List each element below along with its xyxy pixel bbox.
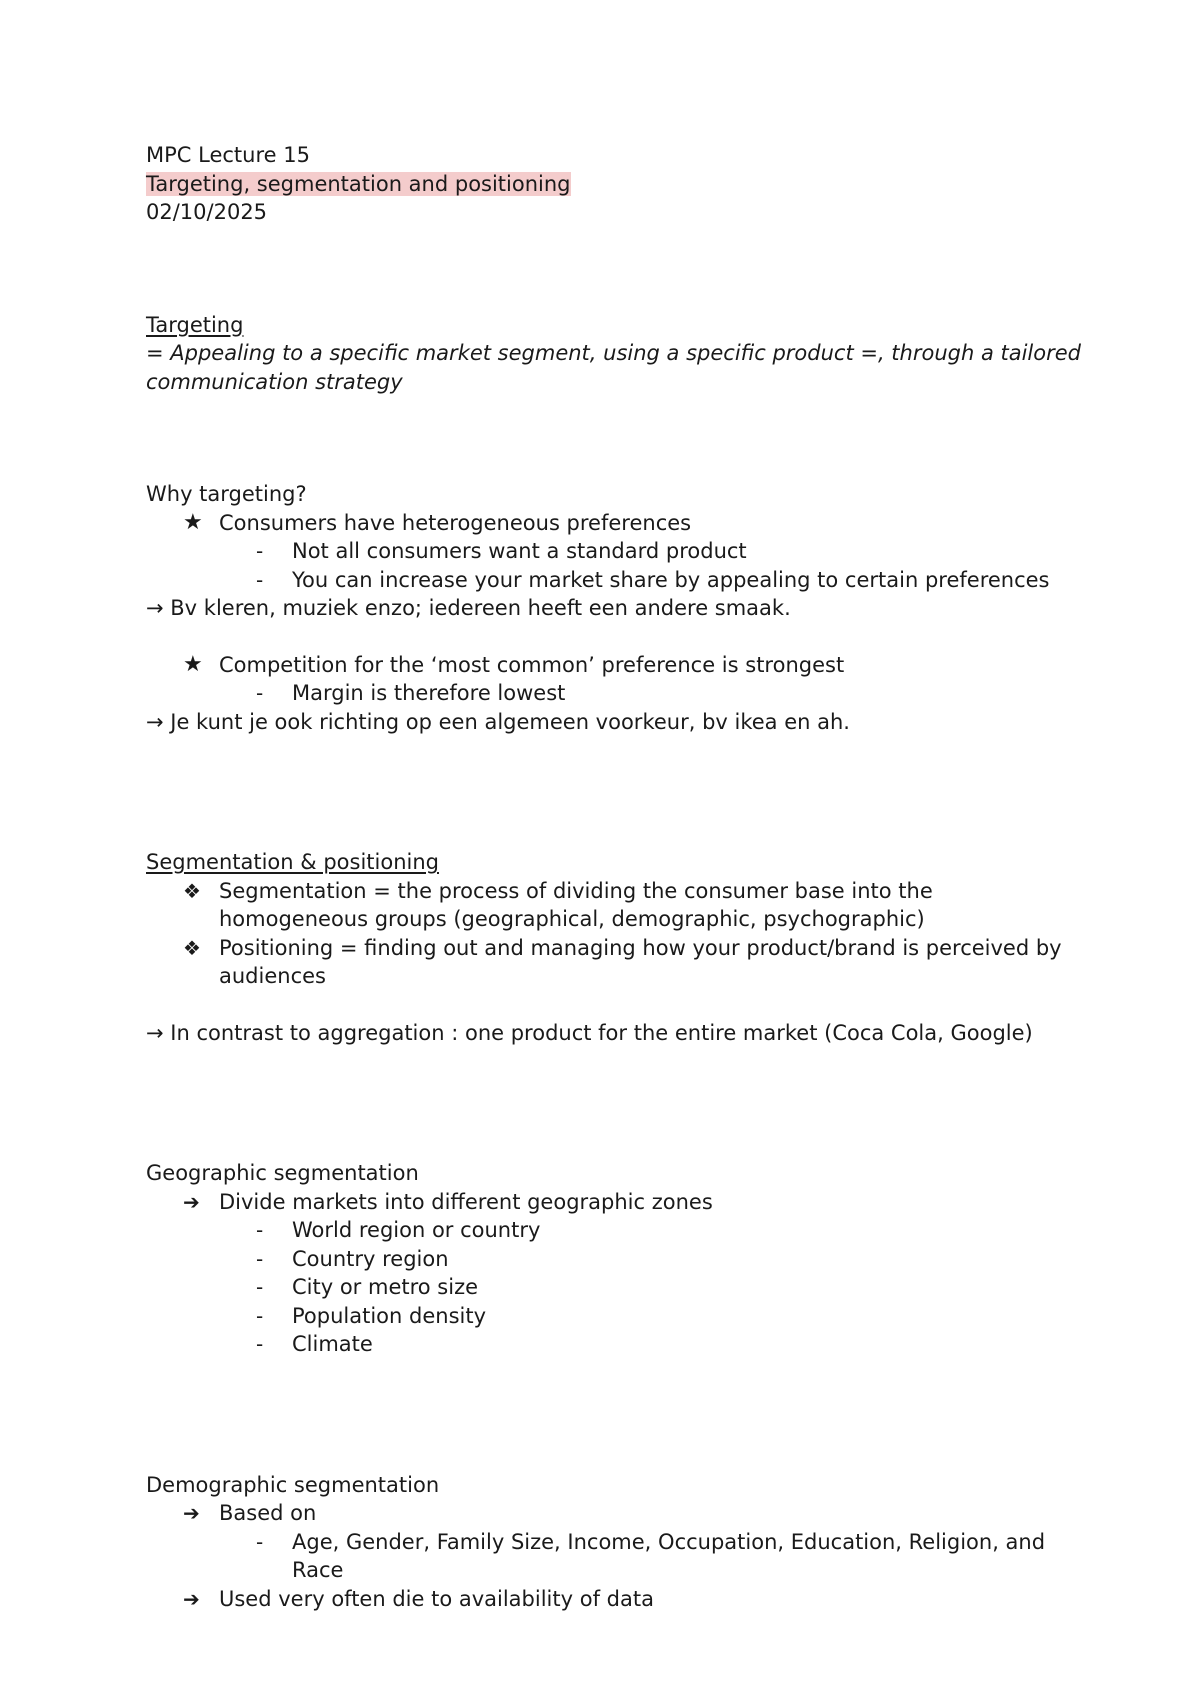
list-item <box>146 1585 1086 1614</box>
list-item <box>146 566 1086 595</box>
dash-bullet-icon: - <box>256 1246 264 1271</box>
list-item-text: Divide markets into different geographic zones <box>219 1189 713 1214</box>
document-body <box>146 141 1086 1613</box>
lecture-topic-highlighted: Targeting, segmentation and positioning <box>146 171 571 196</box>
list-item <box>146 1188 1086 1217</box>
dash-bullet-icon: - <box>256 1275 264 1299</box>
heading-targeting: Targeting <box>146 312 244 337</box>
list-item <box>146 1330 1086 1359</box>
dash-bullet-icon: - <box>256 1529 264 1554</box>
star-bullet-icon: ★ <box>183 509 203 535</box>
list-item-text: World region or country <box>292 1218 541 1242</box>
arrow-bullet-icon: ➔ <box>183 1501 200 1525</box>
list-item <box>146 651 1086 680</box>
list-item-text: Consumers have heterogeneous preferences <box>219 510 692 535</box>
list-item-text: Age, Gender, Family Size, Income, Occupation, Education, Religion, and Race <box>292 1529 1046 1582</box>
arrow-bullet-icon: ➔ <box>183 1189 200 1214</box>
list-item <box>146 1216 1086 1245</box>
list-item-text: Not all consumers want a standard product <box>292 539 747 563</box>
list-item <box>146 934 1086 991</box>
list-item <box>146 1302 1086 1331</box>
list-item-text: Used very often die to availability of data <box>219 1586 654 1611</box>
list-item-text: Climate <box>292 1332 373 1356</box>
list-item-text: Competition for the ‘most common’ preference is strongest <box>219 652 845 677</box>
list-item <box>146 1245 1086 1274</box>
list-item-text: City or metro size <box>292 1275 479 1299</box>
dash-bullet-icon: - <box>256 1332 264 1356</box>
dash-bullet-icon: - <box>256 539 264 563</box>
list-item-text: Positioning = finding out and managing how your product/brand is perceived by audiences <box>219 935 1062 988</box>
list-item <box>146 537 1086 566</box>
dash-bullet-icon: - <box>256 567 264 592</box>
list-item <box>146 1273 1086 1302</box>
targeting-definition: = Appealing to a specific market segment, using a specific product =, through a tailored communication strategy <box>146 341 1081 394</box>
star-bullet-icon: ★ <box>183 651 203 677</box>
list-item-text: Country region <box>292 1246 449 1271</box>
note-arrow-text: → Bv kleren, muziek enzo; iedereen heeft een andere smaak. <box>146 596 791 620</box>
arrow-bullet-icon: ➔ <box>183 1586 200 1611</box>
list-item-text: Based on <box>219 1501 317 1525</box>
dash-bullet-icon: - <box>256 1218 264 1242</box>
lecture-date: 02/10/2025 <box>146 200 268 224</box>
list-item-text: You can increase your market share by appealing to certain preferences <box>292 567 1050 592</box>
diamond-bullet-icon: ❖ <box>183 935 201 960</box>
dash-bullet-icon: - <box>256 681 264 705</box>
list-item <box>146 679 1086 708</box>
heading-demographic-segmentation: Demographic segmentation <box>146 1472 440 1497</box>
list-item <box>146 1499 1086 1528</box>
why-targeting-question: Why targeting? <box>146 482 307 506</box>
list-item <box>146 877 1086 934</box>
note-arrow-text: → Je kunt je ook richting op een algemeen voorkeur, bv ikea en ah. <box>146 709 850 734</box>
diamond-bullet-icon: ❖ <box>183 878 201 903</box>
list-item-text: Margin is therefore lowest <box>292 681 566 705</box>
list-item <box>146 1528 1086 1585</box>
heading-segmentation-positioning: Segmentation & positioning <box>146 850 439 874</box>
lecture-title: MPC Lecture 15 <box>146 143 310 167</box>
list-item-text: Segmentation = the process of dividing the consumer base into the homogeneous groups (geographical, demographic, psychographic) <box>219 878 933 931</box>
heading-geographic-segmentation: Geographic segmentation <box>146 1161 419 1185</box>
note-arrow-text: → In contrast to aggregation : one product for the entire market (Coca Cola, Google) <box>146 1020 1033 1045</box>
list-item <box>146 509 1086 538</box>
dash-bullet-icon: - <box>256 1303 264 1328</box>
list-item-text: Population density <box>292 1303 487 1328</box>
